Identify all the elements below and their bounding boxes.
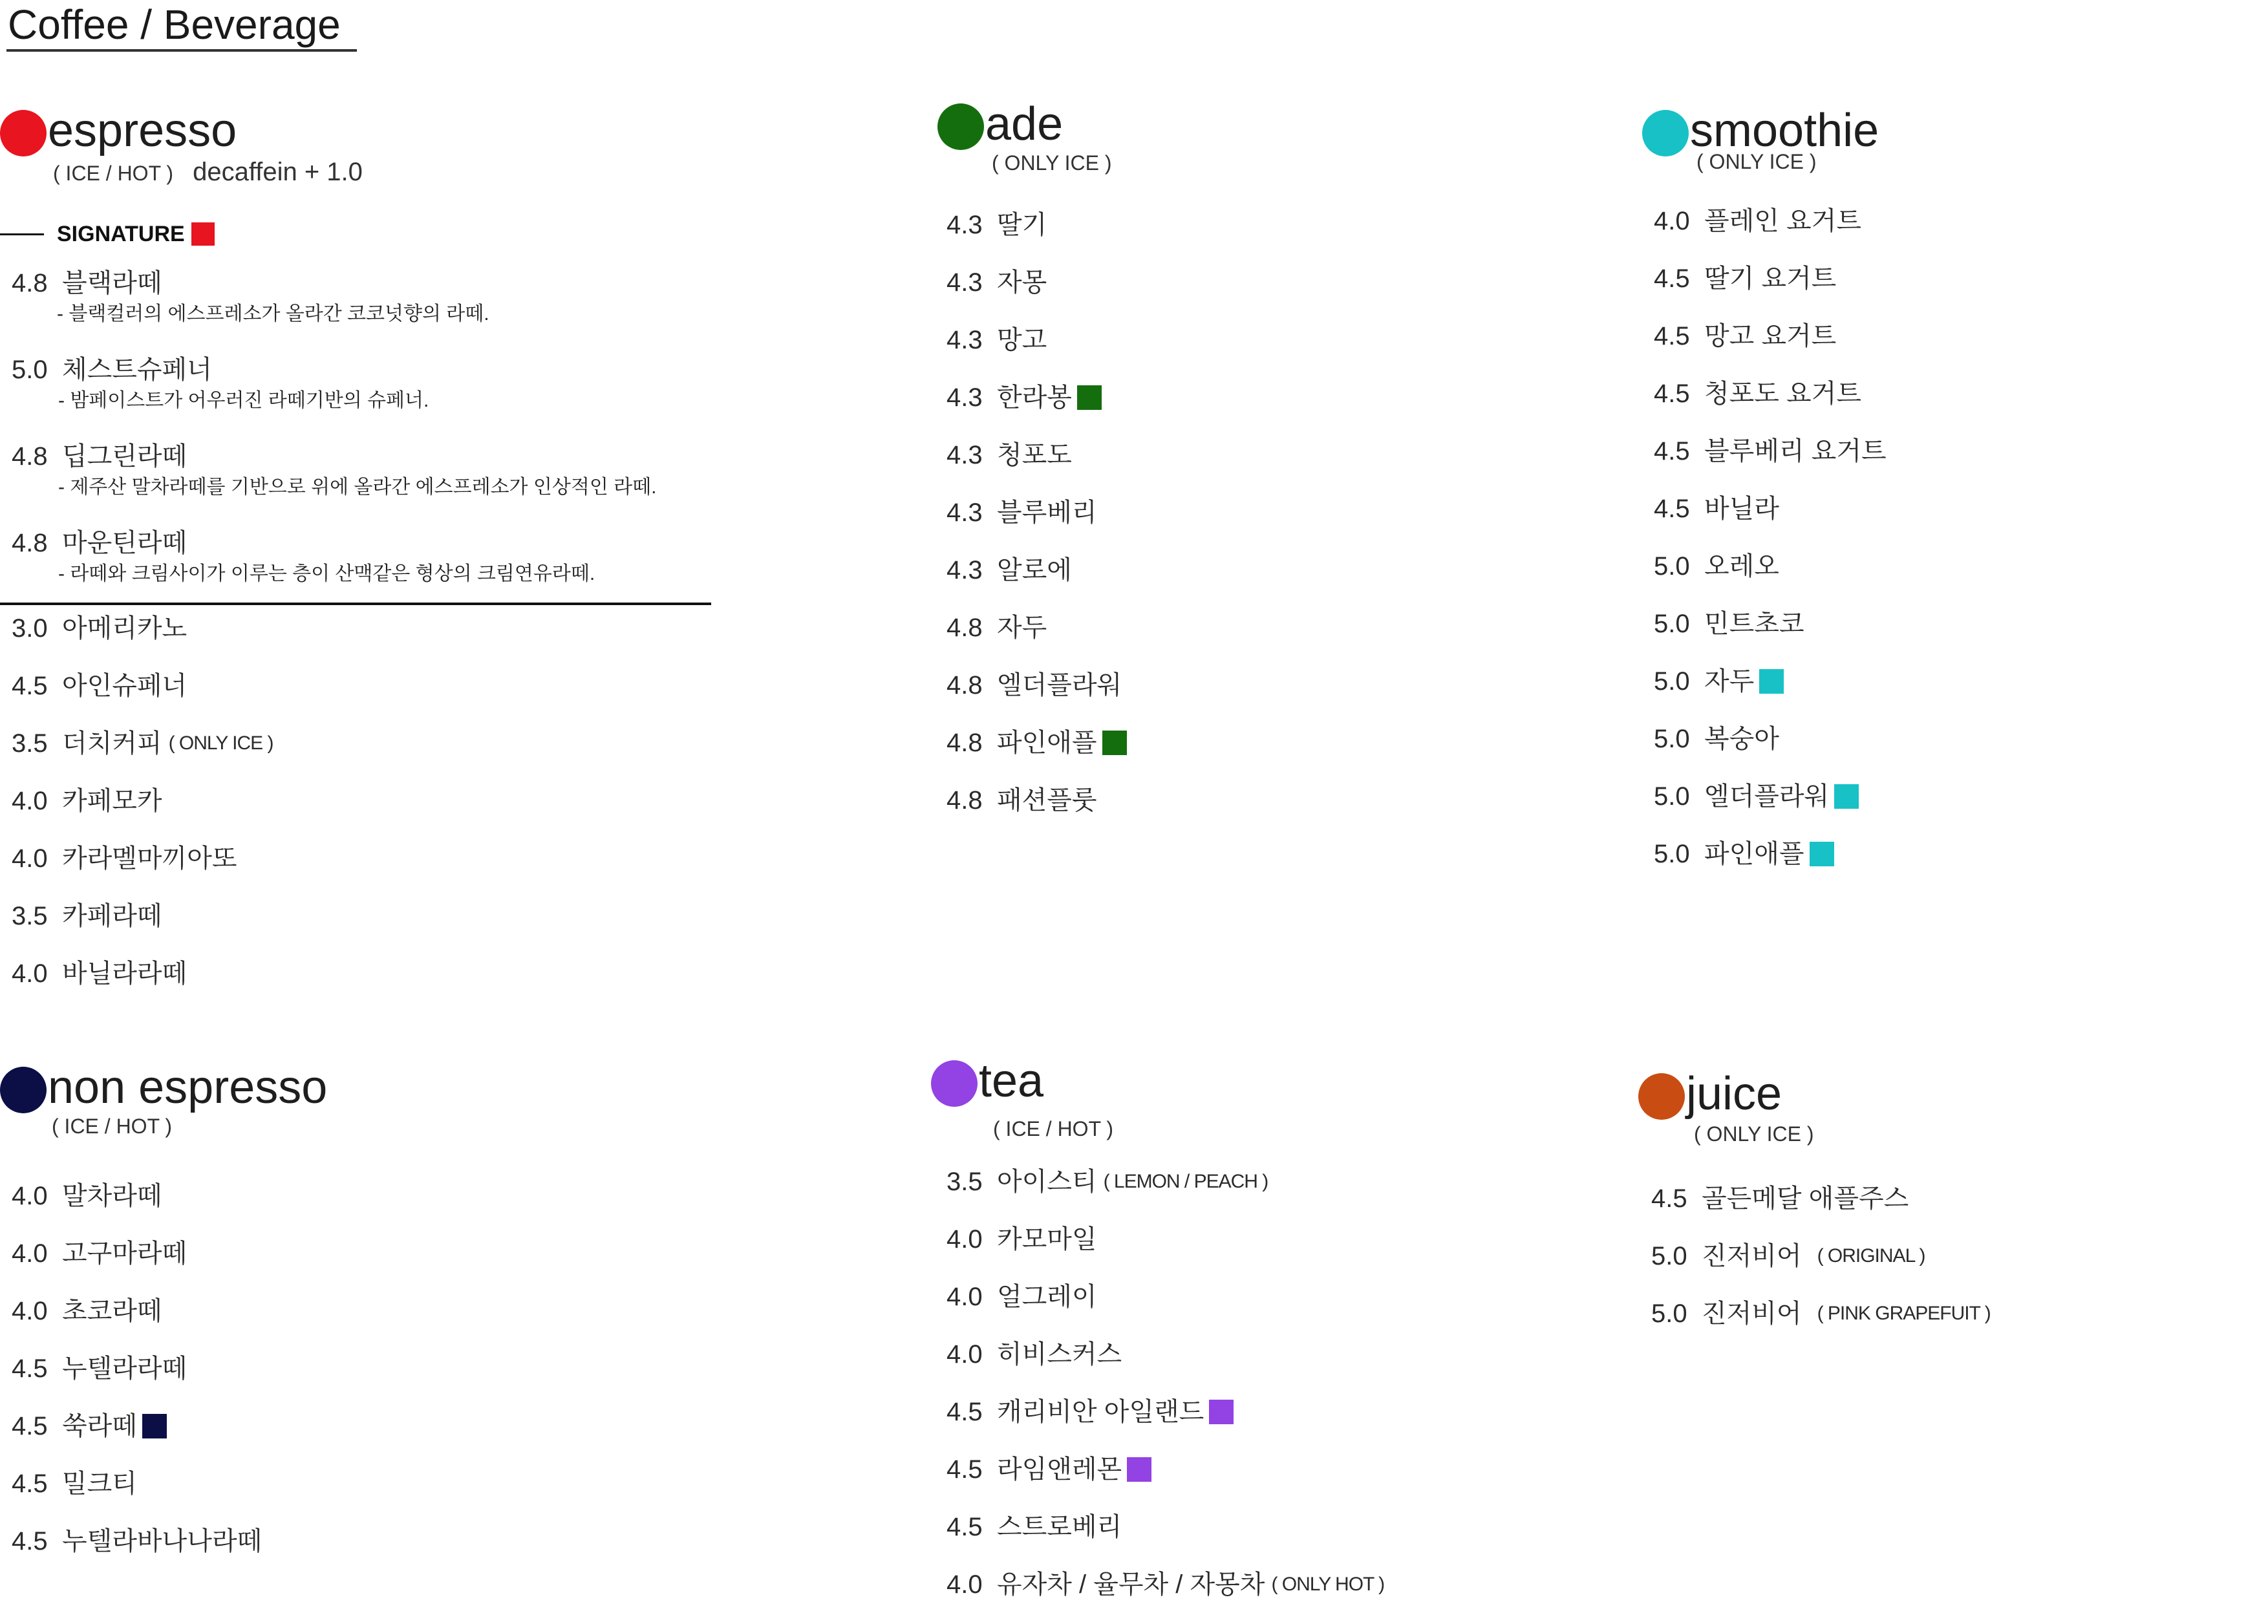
item-name: 오레오 — [1704, 552, 1779, 581]
item-price: 4.0 — [1654, 207, 1690, 235]
item-note: ( ONLY ICE ) — [168, 732, 273, 754]
menu-item — [947, 610, 1127, 667]
item-name: 카페모카 — [62, 787, 162, 815]
item-price: 4.0 — [12, 1297, 48, 1325]
menu-item — [1654, 261, 1887, 318]
item-name: 블루베리 — [997, 498, 1097, 527]
signature-square-icon — [142, 1414, 167, 1438]
signature-square-icon — [191, 222, 215, 246]
item-name: 라임앤레몬 — [997, 1455, 1122, 1484]
item-price: 4.0 — [947, 1340, 983, 1369]
item-price: 4.5 — [1654, 379, 1690, 408]
section-ade — [937, 97, 1127, 840]
signature-square-icon — [1810, 842, 1834, 866]
signature-item — [0, 438, 711, 525]
item-name: 누텔라라떼 — [62, 1354, 187, 1383]
item-price: 4.5 — [947, 1398, 983, 1426]
menu-item — [947, 1451, 1384, 1509]
menu-item — [12, 668, 711, 725]
item-name: 엘더플라워 — [1704, 782, 1830, 811]
item-note: ( ORIGINAL ) — [1817, 1245, 1925, 1266]
menu-item — [947, 1221, 1384, 1279]
item-name: 딥그린라떼 — [62, 442, 187, 471]
signature-item — [0, 352, 711, 438]
item-name: 고구마라떼 — [62, 1239, 187, 1268]
ade-dot-icon — [937, 103, 984, 150]
menu-item — [1654, 548, 1887, 606]
menu-item — [947, 1164, 1384, 1221]
item-name: 청포도 — [997, 441, 1072, 469]
item-name: 복숭아 — [1704, 725, 1779, 753]
menu-item — [947, 207, 1127, 264]
item-price: 4.5 — [1654, 264, 1690, 293]
section-title: tea — [979, 1055, 1044, 1107]
item-price: 4.0 — [12, 787, 48, 815]
item-name: 딸기 요거트 — [1704, 264, 1837, 293]
menu-item — [947, 264, 1127, 322]
item-price: 4.8 — [12, 529, 48, 557]
espresso-dot-icon — [0, 110, 47, 156]
menu-item — [12, 1466, 262, 1523]
signature-square-icon — [1102, 731, 1127, 755]
section-title: smoothie — [1690, 105, 1879, 156]
menu-item — [12, 1293, 262, 1351]
menu-item — [1654, 491, 1887, 548]
menu-item — [12, 1351, 262, 1408]
item-name: 아메리카노 — [62, 614, 187, 643]
item-price: 4.3 — [947, 556, 983, 584]
item-name: 체스트슈페너 — [62, 356, 212, 384]
temp-note: ( ICE / HOT ) — [52, 1115, 173, 1138]
item-name: 진저비어 — [1702, 1299, 1802, 1328]
item-price: 4.5 — [12, 672, 48, 700]
section-non-espresso — [0, 1060, 328, 1581]
menu-item — [947, 1394, 1384, 1451]
item-price: 5.0 — [1654, 840, 1690, 868]
menu-item — [1654, 433, 1887, 491]
section-tea — [931, 1054, 1384, 1624]
item-price: 4.5 — [12, 1412, 48, 1440]
item-price: 3.0 — [12, 614, 48, 643]
item-price: 4.8 — [947, 786, 983, 815]
menu-item — [1651, 1238, 1991, 1296]
item-name: 딸기 — [997, 211, 1047, 239]
item-name: 블랙라떼 — [62, 269, 162, 297]
item-description: - 라떼와 크림사이가 이루는 층이 산맥같은 형상의 크림연유라떼. — [58, 563, 595, 584]
non-espresso-dot-icon — [0, 1067, 47, 1113]
item-price: 4.5 — [12, 1527, 48, 1555]
menu-item — [12, 1178, 262, 1235]
item-price: 4.5 — [1654, 437, 1690, 465]
item-name: 패션플룻 — [997, 786, 1097, 815]
juice-dot-icon — [1638, 1073, 1685, 1120]
item-name: 알로에 — [997, 556, 1072, 584]
smoothie-dot-icon — [1642, 110, 1689, 156]
item-name: 망고 요거트 — [1704, 322, 1837, 350]
menu-item — [947, 437, 1127, 495]
espresso-items — [0, 610, 711, 1013]
item-price: 4.0 — [947, 1283, 983, 1311]
menu-item — [1654, 836, 1887, 893]
item-name: 누텔라바나나라떼 — [62, 1527, 262, 1555]
menu-item — [947, 782, 1127, 840]
item-name: 청포도 요거트 — [1704, 379, 1861, 408]
item-name: 캐리비안 아일랜드 — [997, 1398, 1204, 1426]
item-name: 아이스티 — [997, 1168, 1097, 1196]
item-name: 바닐라 — [1704, 495, 1779, 523]
item-price: 4.5 — [1651, 1184, 1687, 1213]
signature-square-icon — [1209, 1400, 1234, 1424]
item-price: 4.3 — [947, 383, 983, 412]
page-title: Coffee / Beverage — [8, 1, 341, 48]
item-note: ( ONLY HOT ) — [1271, 1574, 1385, 1595]
item-price: 4.3 — [947, 498, 983, 527]
item-price: 4.3 — [947, 441, 983, 469]
item-price: 4.0 — [947, 1225, 983, 1254]
item-name: 아인슈페너 — [62, 672, 187, 700]
title-underline — [6, 49, 357, 52]
signature-square-icon — [1127, 1457, 1151, 1482]
item-name: 블루베리 요거트 — [1704, 437, 1887, 465]
temp-note: ( ONLY ICE ) — [992, 151, 1112, 175]
item-name: 자몽 — [997, 268, 1047, 297]
item-name: 쑥라떼 — [62, 1412, 137, 1440]
item-note: ( LEMON / PEACH ) — [1103, 1171, 1268, 1192]
item-name: 더치커피 — [62, 729, 162, 758]
section-title: ade — [985, 98, 1064, 150]
item-name: 카모마일 — [997, 1225, 1097, 1254]
item-description: - 제주산 말차라떼를 기반으로 위에 올라간 에스프레소가 인상적인 라떼. — [58, 476, 657, 498]
signature-line — [0, 233, 44, 235]
signature-label: SIGNATURE — [57, 221, 185, 246]
item-price: 5.0 — [1651, 1242, 1687, 1270]
menu-item — [12, 725, 711, 783]
item-name: 엘더플라워 — [997, 671, 1122, 700]
ade-items — [937, 207, 1127, 840]
item-price: 3.5 — [12, 902, 48, 930]
item-price: 4.8 — [12, 269, 48, 297]
item-price: 5.0 — [1654, 782, 1690, 811]
section-juice — [1638, 1067, 1991, 1353]
section-title: non espresso — [48, 1062, 328, 1113]
menu-item — [947, 322, 1127, 379]
item-price: 5.0 — [1651, 1299, 1687, 1328]
item-price: 4.8 — [947, 729, 983, 757]
item-name: 스트로베리 — [997, 1513, 1122, 1541]
item-price: 4.5 — [1654, 495, 1690, 523]
signature-square-icon — [1759, 669, 1784, 694]
item-name: 바닐라라떼 — [62, 959, 187, 988]
item-name: 망고 — [997, 326, 1047, 354]
menu-item — [1654, 778, 1887, 836]
item-price: 4.0 — [12, 1182, 48, 1210]
menu-item — [947, 1509, 1384, 1566]
non-espresso-items — [0, 1178, 262, 1581]
item-price: 4.3 — [947, 211, 983, 239]
item-name: 파인애플 — [1704, 840, 1804, 868]
item-price: 4.5 — [1654, 322, 1690, 350]
item-name: 골든메달 애플주스 — [1702, 1184, 1909, 1213]
menu-item — [947, 1279, 1384, 1336]
item-price: 4.0 — [947, 1570, 983, 1599]
section-title: juice — [1686, 1068, 1782, 1120]
signature-divider — [0, 603, 711, 605]
juice-items — [1638, 1181, 1991, 1353]
item-price: 4.5 — [12, 1354, 48, 1383]
item-price: 3.5 — [947, 1168, 983, 1196]
item-name: 카라멜마끼아또 — [62, 844, 237, 873]
item-name: 자두 — [1704, 667, 1755, 696]
menu-item — [12, 956, 711, 1013]
temp-note: ( ICE / HOT ) — [53, 162, 174, 185]
section-note — [53, 159, 764, 186]
item-description: - 밤페이스트가 어우러진 라떼기반의 슈페너. — [58, 390, 429, 411]
section-smoothie — [1642, 103, 1887, 893]
menu-item — [947, 667, 1127, 725]
item-note: ( PINK GRAPEFUIT ) — [1817, 1303, 1991, 1324]
item-name: 플레인 요거트 — [1704, 207, 1861, 235]
signature-heading — [0, 215, 711, 253]
item-price: 5.0 — [1654, 667, 1690, 696]
signature-item — [0, 525, 711, 603]
item-name: 초코라떼 — [62, 1297, 162, 1325]
item-price: 4.8 — [12, 442, 48, 471]
menu-item — [947, 379, 1127, 437]
item-price: 4.3 — [947, 268, 983, 297]
item-price: 5.0 — [12, 356, 48, 384]
tea-dot-icon — [931, 1060, 978, 1107]
item-price: 5.0 — [1654, 610, 1690, 638]
menu-item — [12, 1408, 262, 1466]
item-price: 4.5 — [947, 1513, 983, 1541]
item-price: 4.8 — [947, 614, 983, 642]
item-name: 유자차 / 율무차 / 자몽차 — [997, 1570, 1265, 1599]
item-price: 4.5 — [12, 1469, 48, 1498]
item-name: 자두 — [997, 614, 1047, 642]
signature-square-icon — [1834, 784, 1859, 809]
item-name: 진저비어 — [1702, 1242, 1802, 1270]
menu-item — [947, 495, 1127, 552]
menu-item — [947, 725, 1127, 782]
menu-item — [1654, 721, 1887, 778]
item-price: 3.5 — [12, 729, 48, 758]
item-price: 4.0 — [12, 959, 48, 988]
menu-item — [1654, 376, 1887, 433]
item-price: 4.0 — [12, 844, 48, 873]
menu-item — [947, 1566, 1384, 1624]
menu-item — [1651, 1181, 1991, 1238]
item-name: 파인애플 — [997, 729, 1097, 757]
item-name: 한라봉 — [997, 383, 1072, 412]
menu-item — [12, 783, 711, 840]
menu-item — [947, 552, 1127, 610]
tea-items — [931, 1164, 1384, 1624]
item-description: - 블랙컬러의 에스프레소가 올라간 코코넛향의 라떼. — [57, 303, 489, 325]
menu-item — [1651, 1296, 1991, 1353]
temp-note: ( ICE / HOT ) — [993, 1117, 1114, 1140]
menu-item — [12, 1523, 262, 1581]
signature-item — [0, 265, 711, 352]
item-price: 4.0 — [12, 1239, 48, 1268]
item-name: 마운틴라떼 — [62, 529, 187, 557]
menu-item — [12, 840, 711, 898]
item-price: 4.5 — [947, 1455, 983, 1484]
smoothie-items — [1642, 203, 1887, 893]
section-espresso — [0, 103, 711, 1013]
item-name: 말차라떼 — [62, 1182, 162, 1210]
menu-item — [1654, 318, 1887, 376]
item-price: 5.0 — [1654, 552, 1690, 581]
menu-item — [1654, 203, 1887, 261]
menu-item — [12, 898, 711, 956]
temp-note: ( ONLY ICE ) — [1694, 1122, 1814, 1146]
item-price: 4.3 — [947, 326, 983, 354]
menu-item — [947, 1336, 1384, 1394]
menu-item — [1654, 606, 1887, 663]
menu-item — [12, 610, 711, 668]
item-name: 밀크티 — [62, 1469, 137, 1498]
temp-note: ( ONLY ICE ) — [1696, 150, 1817, 173]
item-name: 얼그레이 — [997, 1283, 1097, 1311]
menu-item — [1654, 663, 1887, 721]
item-price: 5.0 — [1654, 725, 1690, 753]
decaffein-note: decaffein + 1.0 — [193, 158, 363, 186]
item-name: 민트초코 — [1704, 610, 1804, 638]
item-name: 히비스커스 — [997, 1340, 1122, 1369]
section-title: espresso — [48, 105, 237, 156]
menu-item — [12, 1235, 262, 1293]
signature-square-icon — [1077, 385, 1102, 410]
item-name: 카페라떼 — [62, 902, 162, 930]
item-price: 4.8 — [947, 671, 983, 700]
